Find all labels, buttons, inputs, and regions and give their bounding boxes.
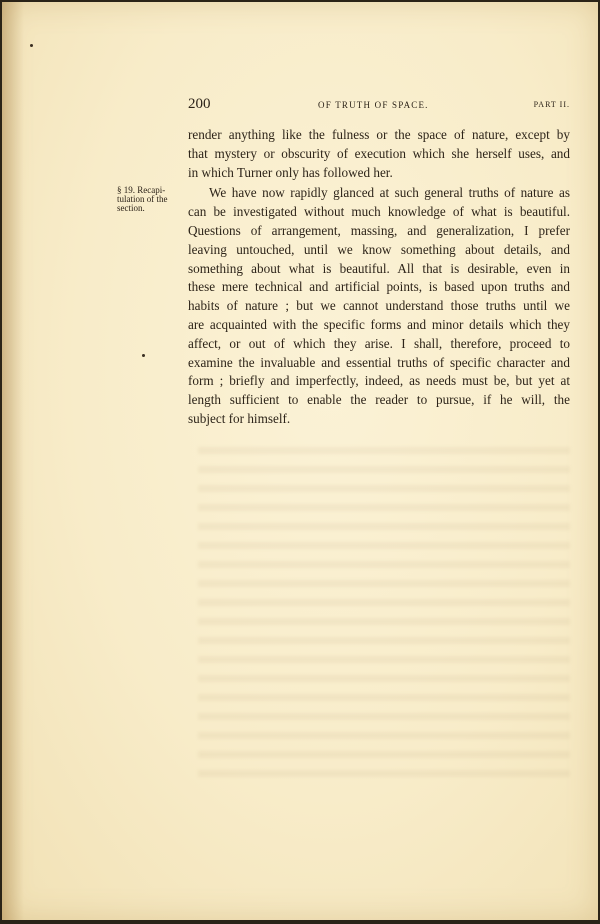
text-line: are acquainted with the specific forms and minor details which they (188, 316, 570, 332)
show-through-text (198, 447, 570, 777)
text-line: examine the invaluable and essential truths of specific character and (188, 354, 570, 370)
part-label: PART II. (533, 100, 570, 109)
text-line: subject for himself. (188, 410, 291, 426)
paragraph-recapitulation (188, 184, 570, 428)
page-number: 200 (188, 96, 211, 112)
text-line: leaving untouched, until we know something about details, and (188, 241, 570, 257)
page-gutter-shadow (2, 2, 24, 920)
text-line: affect, or out of which they arise. I shall, therefore, proceed to (188, 335, 570, 351)
text-line: render anything like the fulness or the space of nature, except by (188, 127, 570, 142)
paper-speck (30, 44, 33, 47)
text-line: can be investigated without much knowledge of what is beautiful. (188, 204, 570, 220)
page-header (188, 98, 570, 114)
text-line: something about what is beautiful. All that is desirable, even in (188, 260, 570, 276)
text-line: We have now rapidly glanced at such general truths of nature as (209, 185, 570, 201)
running-title: OF TRUTH OF SPACE. (318, 100, 429, 110)
text-line: Questions of arrangement, massing, and generalization, I prefer (188, 222, 570, 238)
text-line: in which Turner only has followed her. (188, 164, 393, 180)
margin-sidenote: § 19. Recapi- tulation of the section. (117, 185, 168, 213)
text-line: length sufficient to enable the reader to pursue, if he will, the (188, 392, 570, 408)
paragraph-continuation (188, 126, 570, 182)
text-line: that mystery or obscurity of execution which she herself uses, and (188, 145, 570, 161)
text-line: habits of nature ; but we cannot understand those truths until we (188, 298, 570, 314)
text-line: form ; briefly and imperfectly, indeed, as needs must be, but yet at (188, 373, 570, 389)
body-text (188, 126, 570, 429)
paper-speck (142, 354, 145, 357)
text-line: these mere technical and artificial points, is based upon truths and (188, 279, 570, 295)
book-page (2, 2, 598, 920)
